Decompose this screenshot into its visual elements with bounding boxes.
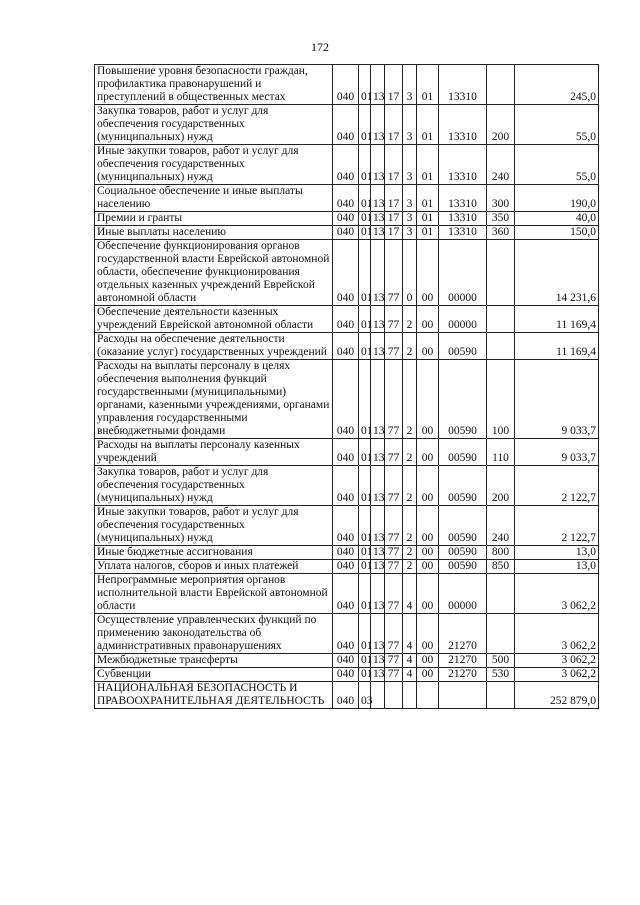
row-name: Премии и гранты bbox=[95, 212, 333, 226]
row-csr-subprogram: 3 bbox=[403, 212, 417, 226]
row-csr-subprogram: 3 bbox=[403, 226, 417, 240]
row-name: Иные закупки товаров, работ и услуг для обеспечения государственных (муниципальных) нужд bbox=[95, 506, 333, 546]
row-ved: 040 bbox=[333, 333, 359, 360]
row-csr-program: 77 bbox=[385, 506, 403, 546]
row-rz: 01 bbox=[359, 439, 371, 466]
table-row bbox=[95, 65, 599, 105]
row-rz: 01 bbox=[359, 360, 371, 439]
row-name: Расходы на обеспечение деятельности (оказание услуг) государственных учреждений bbox=[95, 333, 333, 360]
row-name: НАЦИОНАЛЬНАЯ БЕЗОПАСНОСТЬ И ПРАВООХРАНИТЕЛЬНАЯ ДЕЯТЕЛЬНОСТЬ bbox=[95, 682, 333, 709]
row-rz: 01 bbox=[359, 306, 371, 333]
row-name: Иные выплаты населению bbox=[95, 226, 333, 240]
row-ved: 040 bbox=[333, 105, 359, 145]
row-csr-subprogram: 2 bbox=[403, 306, 417, 333]
row-pr: 13 bbox=[371, 560, 385, 574]
row-rz: 01 bbox=[359, 654, 371, 668]
row-csr-main: 00 bbox=[417, 574, 439, 614]
table-row bbox=[95, 226, 599, 240]
row-pr: 13 bbox=[371, 306, 385, 333]
row-pr: 13 bbox=[371, 333, 385, 360]
row-pr: 13 bbox=[371, 240, 385, 306]
row-pr: 13 bbox=[371, 466, 385, 506]
row-ved: 040 bbox=[333, 145, 359, 185]
table-row bbox=[95, 333, 599, 360]
row-csr-direction: 13310 bbox=[439, 65, 487, 105]
row-csr-program: 17 bbox=[385, 185, 403, 212]
row-csr-main: 00 bbox=[417, 654, 439, 668]
row-name: Социальное обеспечение и иные выплаты населению bbox=[95, 185, 333, 212]
row-csr-program: 17 bbox=[385, 105, 403, 145]
row-sum: 3 062,2 bbox=[515, 614, 599, 654]
row-csr-subprogram: 2 bbox=[403, 506, 417, 546]
row-csr-subprogram: 4 bbox=[403, 668, 417, 682]
row-vr bbox=[487, 574, 515, 614]
row-name: Обеспечение функционирования органов государственной власти Еврейской автономной области, обеспечение функционирования отдельных казенных учреждений Еврейской автономной области bbox=[95, 240, 333, 306]
table-row bbox=[95, 105, 599, 145]
row-csr-program: 17 bbox=[385, 226, 403, 240]
row-csr-direction: 13310 bbox=[439, 105, 487, 145]
row-csr-subprogram: 2 bbox=[403, 560, 417, 574]
row-pr: 13 bbox=[371, 185, 385, 212]
row-name: Субвенции bbox=[95, 668, 333, 682]
row-pr: 13 bbox=[371, 574, 385, 614]
row-vr: 200 bbox=[487, 466, 515, 506]
row-pr: 13 bbox=[371, 65, 385, 105]
row-name: Иные закупки товаров, работ и услуг для обеспечения государственных (муниципальных) нужд bbox=[95, 145, 333, 185]
row-csr-direction: 00000 bbox=[439, 306, 487, 333]
row-sum: 55,0 bbox=[515, 105, 599, 145]
row-vr: 850 bbox=[487, 560, 515, 574]
row-vr bbox=[487, 65, 515, 105]
row-csr-program: 77 bbox=[385, 546, 403, 560]
row-name: Расходы на выплаты персоналу в целях обеспечения выполнения функций государственными (муниципальными) органами, казенными учреждениями, органами управления государственными внебюджетными фондами bbox=[95, 360, 333, 439]
row-rz: 01 bbox=[359, 226, 371, 240]
row-vr: 110 bbox=[487, 439, 515, 466]
row-ved: 040 bbox=[333, 306, 359, 333]
row-rz: 01 bbox=[359, 466, 371, 506]
row-ved: 040 bbox=[333, 574, 359, 614]
table-row bbox=[95, 668, 599, 682]
row-csr-main: 00 bbox=[417, 560, 439, 574]
row-ved: 040 bbox=[333, 240, 359, 306]
row-csr-subprogram: 3 bbox=[403, 65, 417, 105]
table-row bbox=[95, 682, 599, 709]
row-ved: 040 bbox=[333, 212, 359, 226]
row-csr-main: 01 bbox=[417, 145, 439, 185]
row-vr: 500 bbox=[487, 654, 515, 668]
row-csr-main: 00 bbox=[417, 306, 439, 333]
row-csr-program: 17 bbox=[385, 145, 403, 185]
table-row bbox=[95, 306, 599, 333]
row-vr: 360 bbox=[487, 226, 515, 240]
row-csr-main: 01 bbox=[417, 65, 439, 105]
row-vr: 350 bbox=[487, 212, 515, 226]
row-csr-program: 77 bbox=[385, 466, 403, 506]
table-row bbox=[95, 574, 599, 614]
row-csr-direction: 00590 bbox=[439, 560, 487, 574]
row-csr-direction: 21270 bbox=[439, 654, 487, 668]
row-csr-program: 77 bbox=[385, 654, 403, 668]
row-csr-subprogram: 3 bbox=[403, 105, 417, 145]
row-rz: 01 bbox=[359, 506, 371, 546]
row-csr-program: 77 bbox=[385, 614, 403, 654]
table-row bbox=[95, 145, 599, 185]
row-sum: 55,0 bbox=[515, 145, 599, 185]
row-ved: 040 bbox=[333, 466, 359, 506]
row-sum: 190,0 bbox=[515, 185, 599, 212]
row-ved: 040 bbox=[333, 360, 359, 439]
row-csr-subprogram: 2 bbox=[403, 466, 417, 506]
row-csr-main: 01 bbox=[417, 185, 439, 212]
row-csr-program: 77 bbox=[385, 560, 403, 574]
row-rz: 01 bbox=[359, 560, 371, 574]
row-name: Уплата налогов, сборов и иных платежей bbox=[95, 560, 333, 574]
row-sum: 13,0 bbox=[515, 560, 599, 574]
row-vr bbox=[487, 333, 515, 360]
table-row bbox=[95, 506, 599, 546]
row-csr-main bbox=[417, 682, 439, 709]
row-sum: 9 033,7 bbox=[515, 439, 599, 466]
row-sum: 11 169,4 bbox=[515, 333, 599, 360]
row-ved: 040 bbox=[333, 560, 359, 574]
table-row bbox=[95, 185, 599, 212]
row-sum: 3 062,2 bbox=[515, 654, 599, 668]
row-csr-direction: 00590 bbox=[439, 360, 487, 439]
row-csr-direction: 21270 bbox=[439, 668, 487, 682]
row-sum: 40,0 bbox=[515, 212, 599, 226]
table-row bbox=[95, 360, 599, 439]
row-sum: 245,0 bbox=[515, 65, 599, 105]
row-pr: 13 bbox=[371, 614, 385, 654]
row-ved: 040 bbox=[333, 654, 359, 668]
row-ved: 040 bbox=[333, 546, 359, 560]
row-csr-direction: 13310 bbox=[439, 145, 487, 185]
row-ved: 040 bbox=[333, 65, 359, 105]
row-csr-main: 01 bbox=[417, 105, 439, 145]
row-rz: 01 bbox=[359, 65, 371, 105]
budget-table bbox=[94, 64, 599, 709]
row-ved: 040 bbox=[333, 226, 359, 240]
row-csr-program: 17 bbox=[385, 212, 403, 226]
row-ved: 040 bbox=[333, 439, 359, 466]
page-number: 172 bbox=[311, 40, 329, 54]
row-pr: 13 bbox=[371, 105, 385, 145]
row-csr-program: 77 bbox=[385, 439, 403, 466]
row-csr-subprogram bbox=[403, 682, 417, 709]
row-csr-program bbox=[385, 682, 403, 709]
row-name: Осуществление управленческих функций по применению законодательства об административных правонарушениях bbox=[95, 614, 333, 654]
row-csr-direction: 00590 bbox=[439, 333, 487, 360]
table-row bbox=[95, 466, 599, 506]
row-csr-direction: 00000 bbox=[439, 574, 487, 614]
row-sum: 9 033,7 bbox=[515, 360, 599, 439]
row-csr-subprogram: 2 bbox=[403, 333, 417, 360]
row-csr-program: 77 bbox=[385, 333, 403, 360]
row-vr bbox=[487, 306, 515, 333]
row-csr-subprogram: 4 bbox=[403, 574, 417, 614]
row-vr: 800 bbox=[487, 546, 515, 560]
row-rz: 01 bbox=[359, 574, 371, 614]
row-csr-direction: 21270 bbox=[439, 614, 487, 654]
row-pr: 13 bbox=[371, 212, 385, 226]
row-pr: 13 bbox=[371, 506, 385, 546]
row-pr: 13 bbox=[371, 360, 385, 439]
row-sum: 150,0 bbox=[515, 226, 599, 240]
row-csr-main: 00 bbox=[417, 546, 439, 560]
row-csr-main: 00 bbox=[417, 668, 439, 682]
row-rz: 03 bbox=[359, 682, 371, 709]
row-csr-direction: 00590 bbox=[439, 466, 487, 506]
row-vr bbox=[487, 614, 515, 654]
row-sum: 11 169,4 bbox=[515, 306, 599, 333]
row-csr-subprogram: 3 bbox=[403, 145, 417, 185]
row-csr-subprogram: 2 bbox=[403, 546, 417, 560]
row-csr-direction bbox=[439, 682, 487, 709]
row-vr: 240 bbox=[487, 506, 515, 546]
row-csr-program: 77 bbox=[385, 574, 403, 614]
row-csr-direction: 13310 bbox=[439, 212, 487, 226]
row-csr-program: 17 bbox=[385, 65, 403, 105]
row-csr-direction: 00590 bbox=[439, 439, 487, 466]
row-sum: 13,0 bbox=[515, 546, 599, 560]
row-name: Непрограммные мероприятия органов исполнительной власти Еврейской автономной области bbox=[95, 574, 333, 614]
row-sum: 3 062,2 bbox=[515, 574, 599, 614]
row-sum: 2 122,7 bbox=[515, 466, 599, 506]
row-csr-subprogram: 0 bbox=[403, 240, 417, 306]
row-vr: 200 bbox=[487, 105, 515, 145]
row-name: Обеспечение деятельности казенных учреждений Еврейской автономной области bbox=[95, 306, 333, 333]
row-pr: 13 bbox=[371, 668, 385, 682]
table-row bbox=[95, 212, 599, 226]
row-name: Расходы на выплаты персоналу казенных учреждений bbox=[95, 439, 333, 466]
row-pr: 13 bbox=[371, 546, 385, 560]
row-ved: 040 bbox=[333, 668, 359, 682]
row-rz: 01 bbox=[359, 614, 371, 654]
row-csr-main: 00 bbox=[417, 333, 439, 360]
row-vr: 100 bbox=[487, 360, 515, 439]
row-rz: 01 bbox=[359, 333, 371, 360]
row-csr-main: 01 bbox=[417, 226, 439, 240]
row-rz: 01 bbox=[359, 145, 371, 185]
row-pr: 13 bbox=[371, 654, 385, 668]
row-name: Закупка товаров, работ и услуг для обеспечения государственных (муниципальных) нужд bbox=[95, 105, 333, 145]
row-rz: 01 bbox=[359, 185, 371, 212]
row-name: Повышение уровня безопасности граждан, профилактика правонарушений и преступлений в общественных местах bbox=[95, 65, 333, 105]
row-csr-subprogram: 2 bbox=[403, 360, 417, 439]
table-row bbox=[95, 560, 599, 574]
row-csr-direction: 00590 bbox=[439, 506, 487, 546]
row-rz: 01 bbox=[359, 212, 371, 226]
row-csr-subprogram: 4 bbox=[403, 654, 417, 668]
row-pr: 13 bbox=[371, 226, 385, 240]
row-csr-main: 00 bbox=[417, 439, 439, 466]
row-sum: 252 879,0 bbox=[515, 682, 599, 709]
row-csr-direction: 13310 bbox=[439, 185, 487, 212]
table-row bbox=[95, 546, 599, 560]
row-csr-main: 00 bbox=[417, 506, 439, 546]
table-row bbox=[95, 240, 599, 306]
row-csr-program: 77 bbox=[385, 360, 403, 439]
row-csr-subprogram: 4 bbox=[403, 614, 417, 654]
row-vr bbox=[487, 682, 515, 709]
row-csr-program: 77 bbox=[385, 306, 403, 333]
row-vr: 530 bbox=[487, 668, 515, 682]
table-row bbox=[95, 654, 599, 668]
row-csr-direction: 00000 bbox=[439, 240, 487, 306]
row-rz: 01 bbox=[359, 546, 371, 560]
row-ved: 040 bbox=[333, 614, 359, 654]
row-csr-main: 00 bbox=[417, 360, 439, 439]
row-csr-main: 00 bbox=[417, 614, 439, 654]
row-csr-main: 00 bbox=[417, 466, 439, 506]
row-name: Межбюджетные трансферты bbox=[95, 654, 333, 668]
row-csr-program: 77 bbox=[385, 240, 403, 306]
row-csr-direction: 00590 bbox=[439, 546, 487, 560]
row-csr-program: 77 bbox=[385, 668, 403, 682]
row-csr-main: 00 bbox=[417, 240, 439, 306]
row-vr: 300 bbox=[487, 185, 515, 212]
row-sum: 3 062,2 bbox=[515, 668, 599, 682]
row-csr-direction: 13310 bbox=[439, 226, 487, 240]
row-rz: 01 bbox=[359, 240, 371, 306]
row-vr: 240 bbox=[487, 145, 515, 185]
row-name: Иные бюджетные ассигнования bbox=[95, 546, 333, 560]
table-row bbox=[95, 614, 599, 654]
row-pr: 13 bbox=[371, 145, 385, 185]
row-sum: 2 122,7 bbox=[515, 506, 599, 546]
row-csr-subprogram: 3 bbox=[403, 185, 417, 212]
row-name: Закупка товаров, работ и услуг для обеспечения государственных (муниципальных) нужд bbox=[95, 466, 333, 506]
row-ved: 040 bbox=[333, 506, 359, 546]
row-vr bbox=[487, 240, 515, 306]
row-rz: 01 bbox=[359, 668, 371, 682]
row-rz: 01 bbox=[359, 105, 371, 145]
row-pr: 13 bbox=[371, 439, 385, 466]
row-ved: 040 bbox=[333, 682, 359, 709]
table-row bbox=[95, 439, 599, 466]
row-csr-subprogram: 2 bbox=[403, 439, 417, 466]
row-sum: 14 231,6 bbox=[515, 240, 599, 306]
row-csr-main: 01 bbox=[417, 212, 439, 226]
row-ved: 040 bbox=[333, 185, 359, 212]
